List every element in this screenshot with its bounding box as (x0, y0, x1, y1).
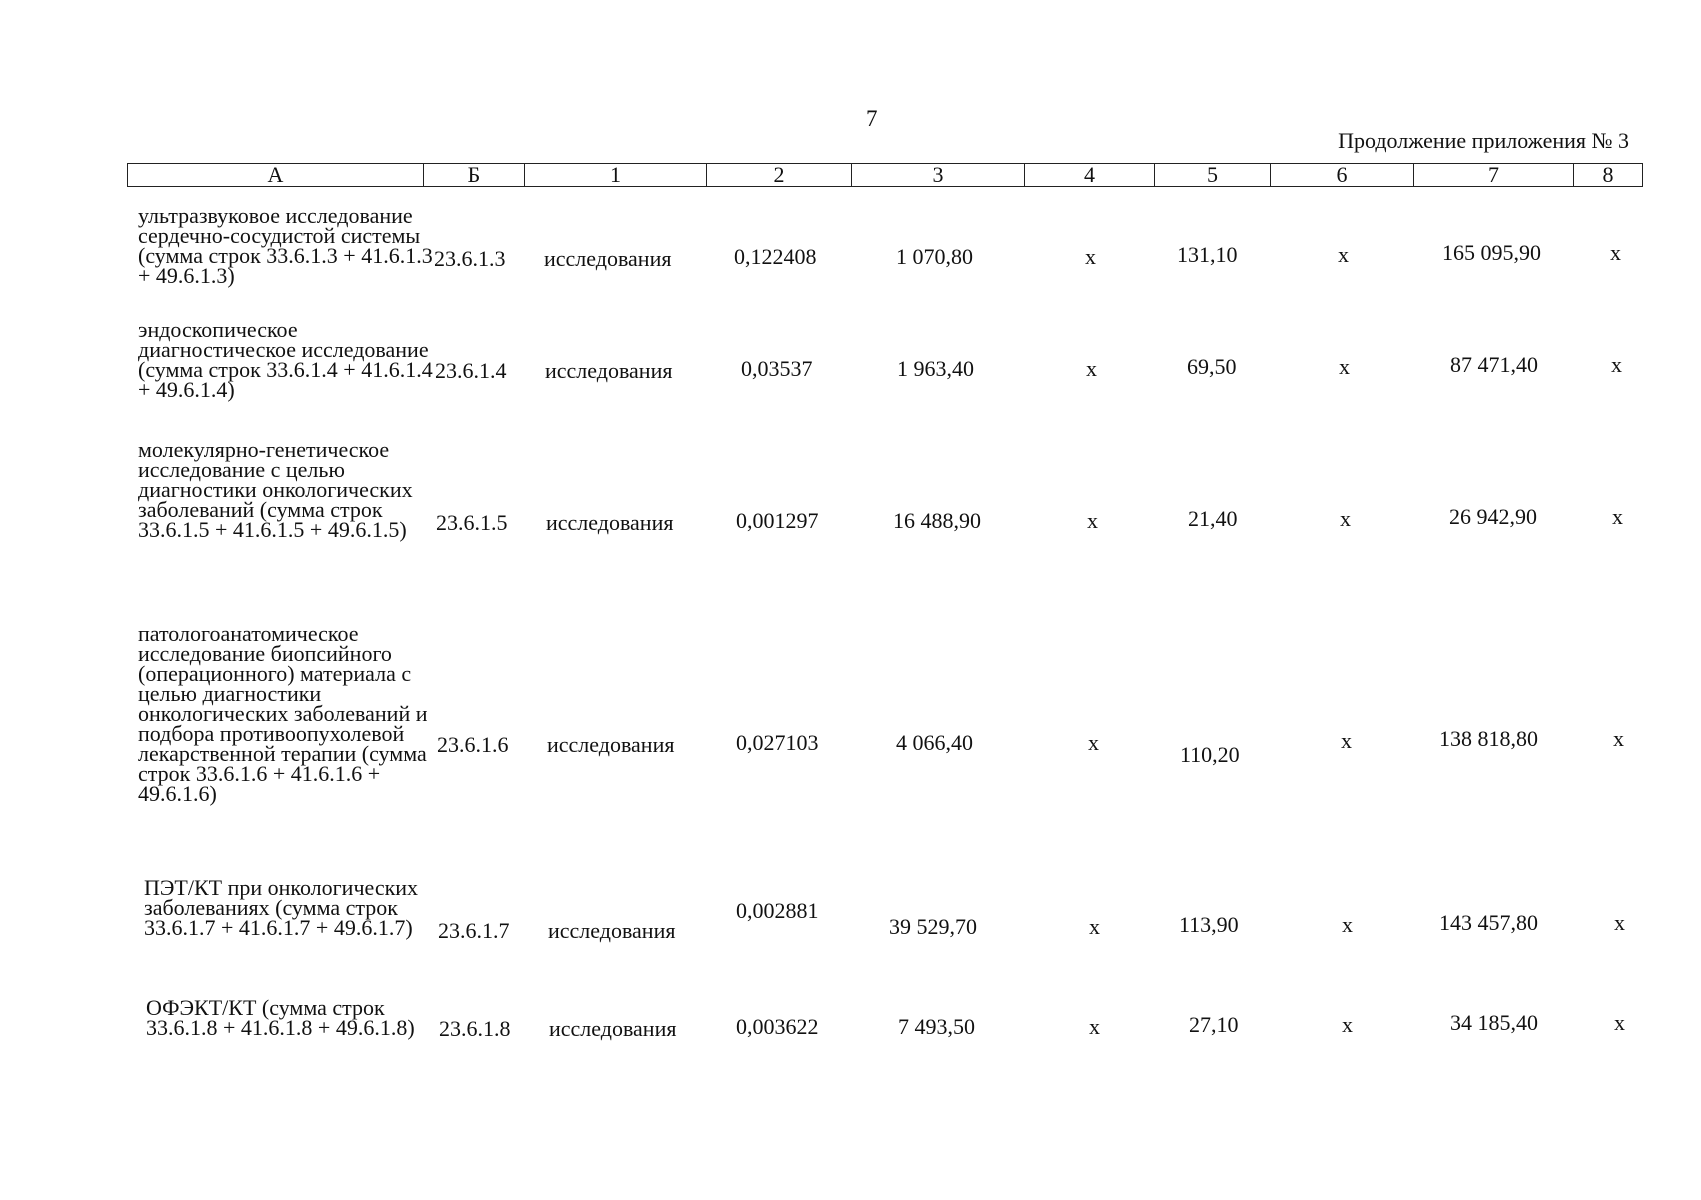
row-code: 23.6.1.8 (439, 1016, 511, 1041)
row-col-2: 0,001297 (736, 508, 819, 533)
row-col-3: 4 066,40 (896, 730, 973, 755)
row-col-3: 16 488,90 (893, 508, 981, 533)
row-col-3: 7 493,50 (898, 1014, 975, 1039)
row-col-2: 0,027103 (736, 730, 819, 755)
row-col-6: х (1342, 912, 1353, 937)
row-col-6: х (1342, 1012, 1353, 1037)
row-col-6: х (1338, 242, 1349, 267)
row-col-5: 113,90 (1179, 912, 1239, 937)
row-unit: исследования (545, 358, 673, 383)
row-col-8: х (1611, 352, 1622, 377)
row-description: эндоскопическое диагностическое исследование (сумма строк 33.6.1.4 + 41.6.1.4 + 49.6.1.4) (138, 317, 433, 402)
header-col-6: 6 (1271, 164, 1414, 187)
row-col-6: х (1339, 354, 1350, 379)
row-col-8: х (1614, 1010, 1625, 1035)
row-description: ПЭТ/КТ при онкологических заболеваниях (сумма строк 33.6.1.7 + 41.6.1.7 + 49.6.1.7) (144, 875, 419, 940)
header-col-7: 7 (1414, 164, 1574, 187)
row-col-3: 1 070,80 (896, 244, 973, 269)
row-col-5: 21,40 (1188, 506, 1238, 531)
row-col-4: х (1089, 914, 1100, 939)
row-unit: исследования (549, 1016, 677, 1041)
row-col-2: 0,003622 (736, 1014, 819, 1039)
row-col-5: 131,10 (1177, 242, 1238, 267)
row-col-4: х (1089, 1014, 1100, 1039)
header-col-b: Б (424, 164, 525, 187)
row-col-8: х (1612, 504, 1623, 529)
row-code: 23.6.1.4 (435, 358, 507, 383)
row-unit: исследования (546, 510, 674, 535)
header-col-5: 5 (1155, 164, 1271, 187)
row-col-6: х (1341, 728, 1352, 753)
row-col-8: х (1613, 726, 1624, 751)
page-number: 7 (866, 106, 878, 131)
row-col-4: х (1087, 508, 1098, 533)
row-col-4: х (1085, 244, 1096, 269)
row-col-4: х (1088, 730, 1099, 755)
row-code: 23.6.1.7 (438, 918, 510, 943)
row-col-7: 34 185,40 (1450, 1010, 1538, 1035)
appendix-title: Продолжение приложения № 3 (1338, 128, 1629, 153)
header-col-4: 4 (1025, 164, 1155, 187)
row-description: ультразвуковое исследование сердечно-сосудистой системы (сумма строк 33.6.1.3 + 41.6.1.3 + 49.6.1.3) (138, 203, 433, 288)
row-col-4: х (1086, 356, 1097, 381)
row-col-3: 1 963,40 (897, 356, 974, 381)
row-col-6: х (1340, 506, 1351, 531)
header-col-1: 1 (525, 164, 707, 187)
row-description: молекулярно-генетическое исследование с целью диагностики онкологических заболеваний (сумма строк 33.6.1.5 + 41.6.1.5 + 49.6.1.5) (138, 437, 413, 542)
header-col-2: 2 (707, 164, 852, 187)
row-col-8: х (1610, 240, 1621, 265)
header-col-8: 8 (1574, 164, 1643, 187)
row-code: 23.6.1.6 (437, 732, 509, 757)
row-col-5: 27,10 (1189, 1012, 1239, 1037)
row-col-5: 69,50 (1187, 354, 1237, 379)
row-unit: исследования (547, 732, 675, 757)
row-col-5: 110,20 (1180, 742, 1240, 767)
row-col-7: 26 942,90 (1449, 504, 1537, 529)
row-col-7: 138 818,80 (1439, 726, 1538, 751)
row-col-2: 0,002881 (736, 898, 819, 923)
row-unit: исследования (548, 918, 676, 943)
row-description: патологоанатомическое исследование биопсийного (операционного) материала с целью диагностики онкологических заболеваний и подбора противоопухолевой лекарственной терапии (сумма строк 33.6.1.6 + 41.6.1.6 + 49.6.1.6) (138, 621, 428, 806)
column-header-table (127, 163, 1643, 187)
row-col-3: 39 529,70 (889, 914, 977, 939)
row-col-7: 143 457,80 (1439, 910, 1538, 935)
row-code: 23.6.1.5 (436, 510, 508, 535)
row-description: ОФЭКТ/КТ (сумма строк 33.6.1.8 + 41.6.1.8 + 49.6.1.8) (146, 995, 415, 1040)
row-col-2: 0,03537 (741, 356, 813, 381)
header-col-3: 3 (852, 164, 1025, 187)
row-col-2: 0,122408 (734, 244, 817, 269)
row-col-7: 165 095,90 (1442, 240, 1541, 265)
row-col-8: х (1614, 910, 1625, 935)
header-col-a: А (128, 164, 424, 187)
row-col-7: 87 471,40 (1450, 352, 1538, 377)
row-code: 23.6.1.3 (434, 246, 506, 271)
row-unit: исследования (544, 246, 672, 271)
